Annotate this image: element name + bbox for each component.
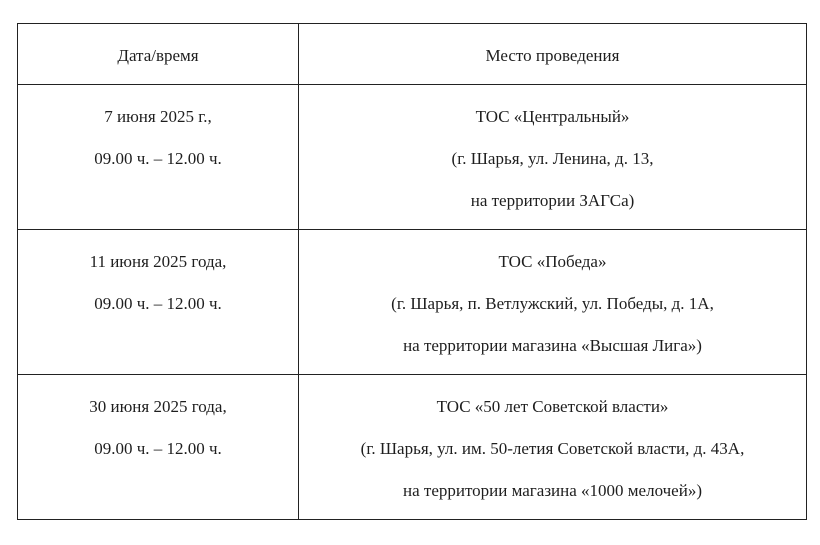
place-cell	[299, 85, 807, 230]
place-cell	[299, 230, 807, 375]
time-line: 09.00 ч. – 12.00 ч.	[94, 294, 222, 313]
time-line: 09.00 ч. – 12.00 ч.	[94, 149, 222, 168]
header-date-time	[18, 24, 299, 85]
schedule-table	[17, 23, 807, 520]
place-address: (г. Шарья, ул. им. 50-летия Советской власти, д. 43А,	[360, 439, 745, 458]
place-name: ТОС «Центральный»	[475, 107, 630, 126]
table-header-row	[18, 24, 807, 85]
header-location-label: Место проведения	[485, 46, 620, 65]
header-location	[299, 24, 807, 85]
date-line: 7 июня 2025 г.,	[104, 107, 212, 126]
date-cell	[18, 375, 299, 520]
place-detail: на территории магазина «Высшая Лига»)	[403, 336, 702, 355]
time-line: 09.00 ч. – 12.00 ч.	[94, 439, 222, 458]
place-detail: на территории магазина «1000 мелочей»)	[403, 481, 702, 500]
date-line: 30 июня 2025 года,	[89, 397, 227, 416]
place-detail: на территории ЗАГСа)	[470, 191, 635, 210]
date-line: 11 июня 2025 года,	[89, 252, 227, 271]
place-name: ТОС «Победа»	[498, 252, 607, 271]
header-date-time-label: Дата/время	[117, 46, 199, 65]
table-row	[18, 230, 807, 375]
date-cell	[18, 85, 299, 230]
place-address: (г. Шарья, ул. Ленина, д. 13,	[451, 149, 654, 168]
place-cell	[299, 375, 807, 520]
place-address: (г. Шарья, п. Ветлужский, ул. Победы, д. 1А,	[391, 294, 714, 313]
date-cell	[18, 230, 299, 375]
table-row	[18, 375, 807, 520]
place-name: ТОС «50 лет Советской власти»	[436, 397, 669, 416]
table-row	[18, 85, 807, 230]
